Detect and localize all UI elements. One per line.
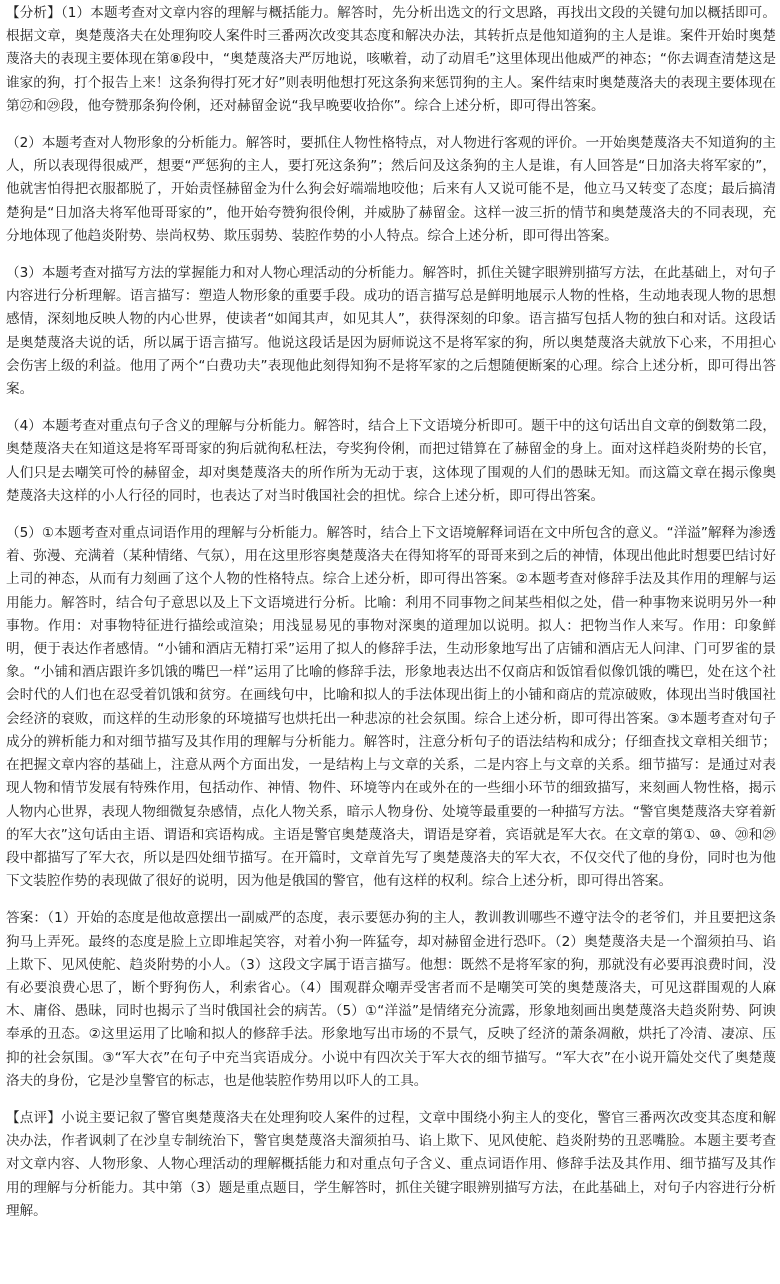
analysis-paragraph-2: （2）本题考查对人物形象的分析能力。解答时，要抓住人物性格特点，对人物进行客观的评价。一开始奥楚蔑洛夫不知道狗的主人，所以表现得很威严，想要“严惩狗的主人，要打死这条狗”；然后问及这条狗的主人是谁，有人回答是“日加洛夫将军家的”，他就害怕得把衣服都脱了，开始责怪赫留金为什么狗会好端端地咬他；后来有人又说可能不是，他立马又转变了态度；最后搞清楚狗是“日加洛夫将军他哥哥家的”，他开始夸赞狗很伶俐，并威胁了赫留金。这样一波三折的情节和奥楚蔑洛夫的不同表现，充分地体现了他趋炎附势、崇尚权势、欺压弱势、装腔作势的小人特点。综合上述分析，即可得出答案。 — [6, 135, 776, 244]
answer-paragraph: 答案：（1）开始的态度是他故意摆出一副威严的态度，表示要惩办狗的主人，教训教训哪些不遵守法令的老爷们，并且要把这条狗马上弄死。最终的态度是脸上立即堆起笑容，对着小狗一阵猛夸，却对赫留金进行恐吓。（2）奥楚蔑洛夫是一个溜须拍马、谄上欺下、见风使舵、趋炎附势的小人。（3）这段文字属于语言描写。他想：既然不是将军家的狗，那就没有必要再浪费时间，没有必要浪费心思了，断个野狗伤人，利索省心。（4）围观群众嘲弄受害者而不是嘲笑可笑的奥楚蔑洛夫，可见这群围观的人麻木、庸俗、愚昧，同时也揭示了当时俄国社会的病苦。（5）①“洋溢”是情绪充分流露，形象地刻画出奥楚蔑洛夫趋炎附势、阿谀奉承的丑态。②这里运用了比喻和拟人的修辞手法。形象地写出市场的不景气，反映了经济的萧条凋敝，烘托了冷清、凄凉、压抑的社会氛围。③“军大衣”在句子中充当宾语成分。小说中有四次关于军大衣的细节描写。“军大衣”在小说开篇处交代了奥楚蔑洛夫的身份，它是沙皇警官的标志，也是他装腔作势用以吓人的工具。 — [6, 910, 776, 1089]
analysis-paragraph-1: 【分析】（1）本题考查对文章内容的理解与概括能力。解答时，先分析出选文的行文思路，再找出文段的关键句加以概括即可。根据文章，奥楚蔑洛夫在处理狗咬人案件时三番两次改变其态度和解决办法，其转折点是他知道狗的主人是谁。案件开始时奥楚蔑洛夫的表现主要体现在第⑧段中，“奥楚蔑洛夫严厉地说，咳嗽着，动了动眉毛”这里体现出他威严的神态；“你去调查清楚这是谁家的狗，打个报告上来！这条狗得打死才好”则表明他想打死这条狗来惩罚狗的主人。案件结束时奥楚蔑洛夫的表现主要体现在第㉗和㉙段，他夸赞那条狗伶俐，还对赫留金说“我早晚要收拾你”。综合上述分析，即可得出答案。 — [6, 5, 776, 114]
analysis-paragraph-3: （3）本题考查对描写方法的掌握能力和对人物心理活动的分析能力。解答时，抓住关键字眼辨别描写方法，在此基础上，对句子内容进行分析理解。语言描写：塑造人物形象的重要手段。成功的语言描写总是鲜明地展示人物的性格，生动地表现人物的思想感情，深刻地反映人物的内心世界，使读者“如闻其声，如见其人”，获得深刻的印象。语言描写包括人物的独白和对话。这段话是奥楚蔑洛夫说的话，所以属于语言描写。他说这段话是因为厨师说这不是将军家的狗，所以奥楚蔑洛夫就放下心来，不用担心会伤害上级的利益。他用了两个“白费功夫”表现他此刻得知狗不是将军家的之后想随便断案的心理。综合上述分析，即可得出答案。 — [6, 265, 776, 398]
analysis-paragraph-5: （5）①本题考查对重点词语作用的理解与分析能力。解答时，结合上下文语境解释词语在文中所包含的意义。“洋溢”解释为渗透着、弥漫、充满着（某种情绪、气氛），用在这里形容奥楚蔑洛夫在得知将军的哥哥来到之后的神情，体现出他此时想要巴结讨好上司的神态，从而有力刻画了这个人物的性格特点。综合上述分析，即可得出答案。②本题考查对修辞手法及其作用的理解与运用能力。解答时，结合句子意思以及上下文语境进行分析。比喻：利用不同事物之间某些相似之处，借一种事物来说明另外一种事物。作用：对事物特征进行描绘或渲染；用浅显易见的事物对深奥的道理加以说明。拟人：把物当作人来写。作用：印象鲜明，便于表达作者感情。“小铺和酒店无精打采”运用了拟人的修辞手法，生动形象地写出了店铺和酒店无人问津、门可罗雀的景象。“小铺和酒店跟许多饥饿的嘴巴一样”运用了比喻的修辞手法，形象地表达出不仅商店和饭馆看似像饥饿的嘴巴，处在这个社会时代的人们也在忍受着饥饿和贫穷。在画线句中，比喻和拟人的手法体现出街上的小铺和商店的荒凉破败，体现出当时俄国社会经济的衰败，而这样的生动形象的环境描写也烘托出一种悲凉的社会氛围。综合上述分析，即可得出答案。③本题考查对句子成分的辨析能力和对细节描写及其作用的理解与分析能力。解答时，注意分析句子的语法结构和成分；仔细查找文章相关细节；在把握文章内容的基础上，注意从两个方面出发，一是结构上与文章的关系，二是内容上与文章的关系。细节描写：是通过对表现人物和情节发展有特殊作用，包括动作、神情、物件、环境等内在或外在的一些细小环节的细致描写，来刻画人物性格，揭示人物内心世界，表现人物细微复杂感情，点化人物关系，暗示人物身份、处境等最重要的一种描写方法。“警官奥楚蔑洛夫穿着新的军大衣”这句话由主语、谓语和宾语构成。主语是警官奥楚蔑洛夫，谓语是穿着，宾语就是军大衣。在文章的第①、⑩、⑳和㉙段中都描写了军大衣，所以是四处细节描写。在开篇时，文章首先写了奥楚蔑洛夫的军大衣，不仅交代了他的身份，同时也为他下文装腔作势的表现做了很好的说明，因为他是俄国的警官，他有这样的权利。综合上述分析，即可得出答案。 — [6, 525, 776, 890]
comment-paragraph: 【点评】小说主要记叙了警官奥楚蔑洛夫在处理狗咬人案件的过程，文章中围绕小狗主人的变化，警官三番两次改变其态度和解决办法，作者讽刺了在沙皇专制统治下，警官奥楚蔑洛夫溜须拍马、谄上欺下、见风使舵、趋炎附势的丑恶嘴脸。本题主要考查对文章内容、人物形象、人物心理活动的理解概括能力和对重点句子含义、重点词语作用、修辞手法及其作用、细节描写及其作用的理解与分析能力。其中第（3）题是重点题目，学生解答时，抓住关键字眼辨别描写方法，在此基础上，对句子内容进行分析理解。 — [6, 1109, 776, 1219]
analysis-paragraph-4: （4）本题考查对重点句子含义的理解与分析能力。解答时，结合上下文语境分析即可。题干中的这句话出自文章的倒数第二段，奥楚蔑洛夫在知道这是将军哥哥家的狗后就徇私枉法，夸奖狗伶俐，而把过错算在了赫留金的身上。面对这样趋炎附势的长官，人们只是去嘲笑可怜的赫留金，却对奥楚蔑洛夫的所作所为无动于衷，这体现了围观的人们的愚昧无知。而这篇文章在揭示像奥楚蔑洛夫这样的小人行径的同时，也表达了对当时俄国社会的担忧。综合上述分析，即可得出答案。 — [6, 418, 776, 504]
